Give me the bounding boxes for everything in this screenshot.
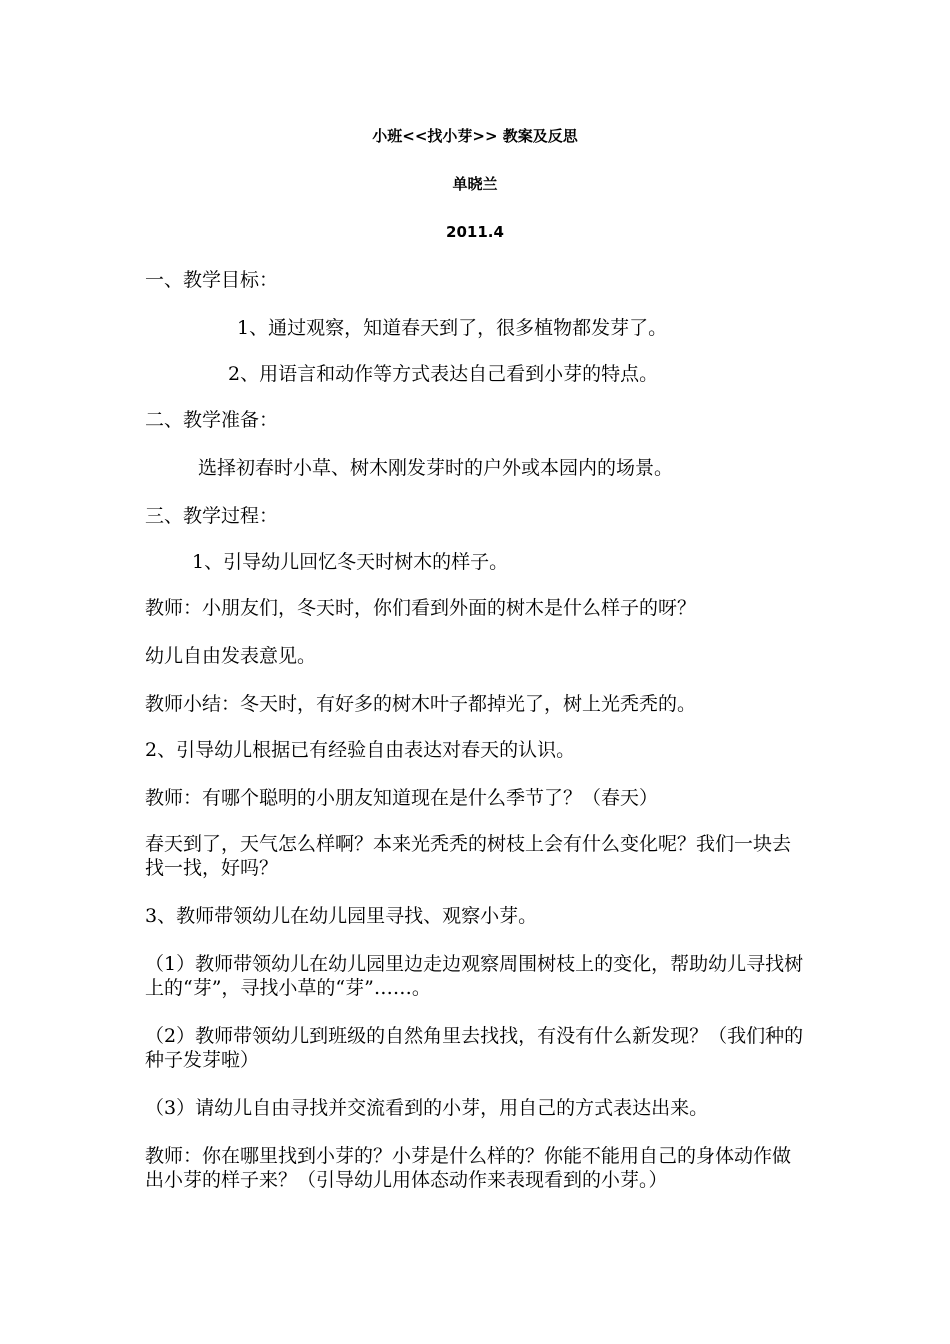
teacher-question-1: 教师：小朋友们，冬天时，你们看到外面的树木是什么样子的呀？ — [145, 597, 697, 619]
teacher-summary: 教师小结：冬天时，有好多的树木叶子都掉光了，树上光秃秃的。 — [145, 693, 697, 715]
section-heading-process: 三、教学过程： — [145, 505, 279, 527]
goal-item-1: 1、通过观察，知道春天到了，很多植物都发芽了。 — [237, 317, 668, 339]
section-heading-preparation: 二、教学准备： — [145, 409, 279, 431]
section-heading-goals: 一、教学目标： — [145, 269, 279, 291]
sub-step-2: （2）教师带领幼儿到班级的自然角里去找找，有没有什么新发现？（我们种的种子发芽啦） — [145, 1025, 804, 1071]
process-step-2: 2、引导幼儿根据已有经验自由表达对春天的认识。 — [145, 739, 576, 761]
goal-item-2: 2、用语言和动作等方式表达自己看到小芽的特点。 — [228, 363, 659, 385]
teacher-question-2: 教师：有哪个聪明的小朋友知道现在是什么季节了？（春天） — [145, 787, 659, 809]
document-author: 单晓兰 — [452, 175, 498, 193]
teacher-prompt-spring: 春天到了，天气怎么样啊？本来光秃秃的树枝上会有什么变化呢？我们一块去找一找，好吗？ — [145, 833, 792, 879]
process-step-1: 1、引导幼儿回忆冬天时树木的样子。 — [192, 551, 509, 573]
children-response-1: 幼儿自由发表意见。 — [145, 645, 317, 667]
sub-step-1: （1）教师带领幼儿在幼儿园里边走边观察周围树枝上的变化，帮助幼儿寻找树上的“芽”，寻找小草的“芽”……。 — [145, 953, 804, 999]
sub-step-3: （3）请幼儿自由寻找并交流看到的小芽，用自己的方式表达出来。 — [145, 1097, 709, 1119]
process-step-3: 3、教师带领幼儿在幼儿园里寻找、观察小芽。 — [145, 905, 538, 927]
document-date: 2011.4 — [446, 223, 504, 241]
teacher-question-3: 教师：你在哪里找到小芽的？小芽是什么样的？你能不能用自己的身体动作做出小芽的样子来？（引导幼儿用体态动作来表现看到的小芽。） — [145, 1145, 792, 1191]
preparation-text: 选择初春时小草、树木刚发芽时的户外或本园内的场景。 — [198, 457, 674, 479]
document-title: 小班<<找小芽>> 教案及反思 — [372, 127, 578, 145]
